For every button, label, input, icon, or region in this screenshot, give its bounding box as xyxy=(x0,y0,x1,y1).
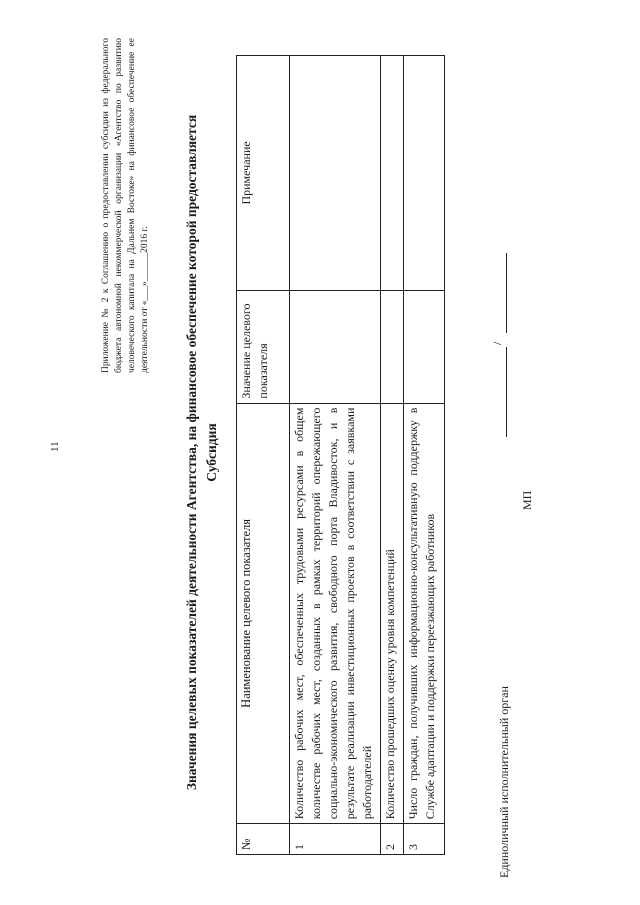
indicators-table xyxy=(236,55,445,855)
table-header-row xyxy=(237,56,290,855)
indicator-value xyxy=(290,290,381,403)
signature-line xyxy=(506,347,507,437)
title-line-2: Субсидия xyxy=(204,423,219,482)
appendix-note: Приложение № 2 к Соглашению о предоставлении субсидии из федерального бюджета автономной некоммерческой организации «Агентство по развитию человеческого капитала на Дальнем Востоке» на финансовое обеспечение ее деятельности от «___»______2016 г. xyxy=(101,38,150,373)
executive-body-label: Единоличный исполнительный орган xyxy=(497,686,511,878)
indicator-value xyxy=(404,290,445,403)
row-number: 2 xyxy=(381,824,404,855)
indicator-name: Число граждан, получивших информационно-консультативную поддержку в Службе адаптации и поддержки переезжающих работников xyxy=(404,403,445,824)
indicator-name: Количество рабочих мест, обеспеченных трудовыми ресурсами в общем количестве рабочих мест, созданных в рамках территорий опережающего социально-экономического развития, свободного порта Владивосток, и в результате реализации инвестиционных проектов в соответствии с заявками работодателей xyxy=(290,403,381,824)
row-number: 3 xyxy=(404,824,445,855)
title-line-1: Значения целевых показателей деятельности Агентства, на финансовое обеспечение которой предоставляется xyxy=(184,114,199,791)
table-row xyxy=(290,56,381,855)
indicator-note xyxy=(290,56,381,291)
header-indicator-name: Наименование целевого показателя xyxy=(237,403,290,824)
document-title xyxy=(182,30,222,875)
stamp-place-label: МП xyxy=(520,490,534,510)
header-note: Примечание xyxy=(237,56,290,291)
header-indicator-value: Значение целевого показателя xyxy=(237,290,290,403)
row-number: 1 xyxy=(290,824,381,855)
signature-separator: / xyxy=(490,341,504,345)
indicator-note xyxy=(404,56,445,291)
page-number: 11 xyxy=(49,441,61,452)
name-line xyxy=(506,253,507,333)
table-row xyxy=(404,56,445,855)
indicator-value xyxy=(381,290,404,403)
header-number: № xyxy=(237,824,290,855)
indicator-name: Количество прошедших оценку уровня компетенций xyxy=(381,403,404,824)
table-row xyxy=(381,56,404,855)
indicator-note xyxy=(381,56,404,291)
